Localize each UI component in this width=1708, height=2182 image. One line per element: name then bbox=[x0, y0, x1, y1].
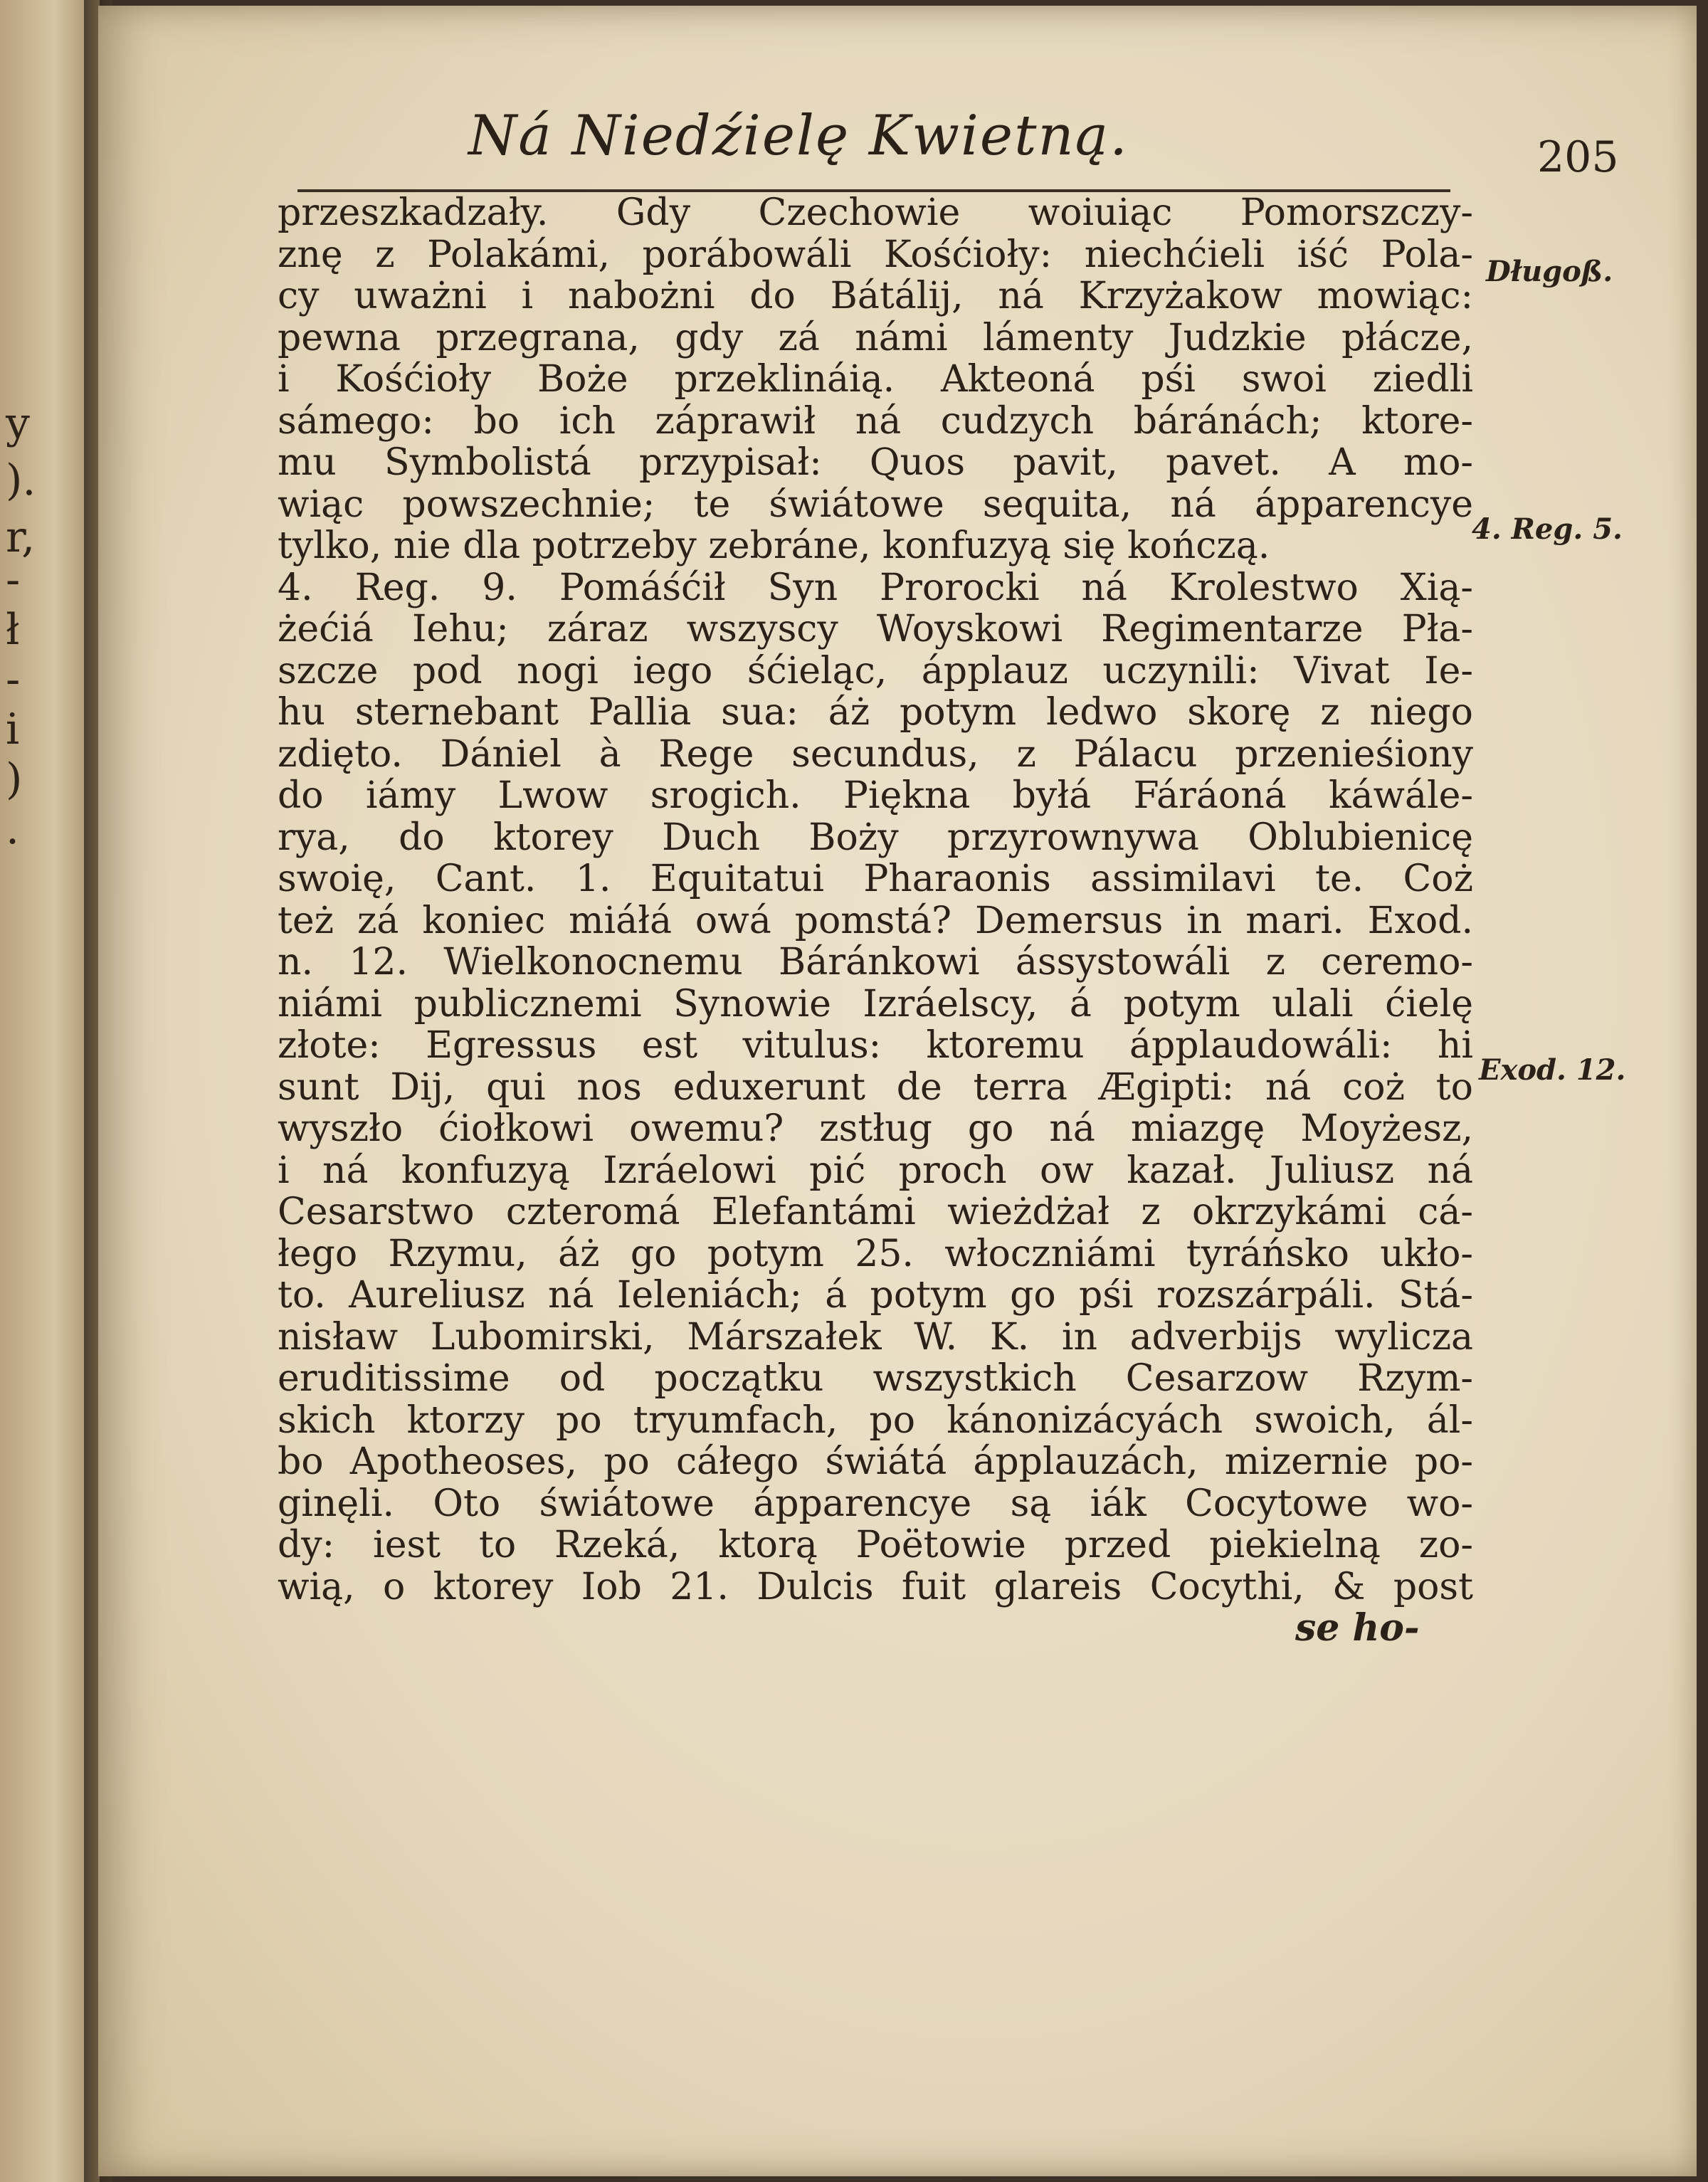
facing-page-fragment: ). bbox=[6, 455, 36, 505]
text-line: pewna przegrana, gdy zá námi lámenty Judzkie płácze, bbox=[278, 316, 1473, 359]
text-line: wyszło ćiołkowi owemu? zstług go ná miazgę Moyżesz, bbox=[278, 1107, 1473, 1150]
text-line: 4. Reg. 9. Pomáśćił Syn Prorocki ná Krolestwo Xią- bbox=[278, 566, 1473, 609]
page-number: 205 bbox=[1537, 132, 1619, 182]
text-line: ginęli. Oto świátowe ápparencye są iák Cocytowe wo- bbox=[278, 1482, 1473, 1525]
facing-page-fragment: r, bbox=[6, 512, 36, 562]
text-line: n. 12. Wielkonocnemu Báránkowi ássystowáli z ceremo- bbox=[278, 941, 1473, 984]
text-line: też zá koniec miáłá owá pomstá? Demersus in mari. Exod. bbox=[278, 899, 1473, 942]
text-line: do iámy Lwow srogich. Piękna byłá Fáráoná káwále- bbox=[278, 774, 1473, 817]
book-page bbox=[98, 6, 1697, 2176]
text-line: dy: iest to Rzeká, ktorą Poëtowie przed piekielną zo- bbox=[278, 1524, 1473, 1566]
text-line: i Kośćioły Boże przeklináią. Akteoná pśi swoi ziedli bbox=[278, 358, 1473, 401]
text-line: sunt Dij, qui nos eduxerunt de terra Ægipti: ná coż to bbox=[278, 1065, 1473, 1109]
text-line: żećiá Iehu; záraz wszyscy Woyskowi Regimentarze Pła- bbox=[278, 608, 1473, 650]
margin-note: Exod. 12. bbox=[1479, 1053, 1626, 1087]
text-line: mu Symbolistá przypisał: Quos pavit, pavet. A mo- bbox=[278, 441, 1473, 484]
text-line: łego Rzymu, áż go potym 25. włoczniámi tyráńsko ukło- bbox=[278, 1232, 1473, 1275]
margin-note: Długoß. bbox=[1486, 255, 1613, 288]
catchword: se ho- bbox=[1295, 1606, 1420, 1650]
text-line: sámego: bo ich záprawił ná cudzych báránách; ktore- bbox=[278, 399, 1473, 443]
facing-page-fragment: ) bbox=[6, 754, 23, 804]
text-line: to. Aureliusz ná Ieleniách; á potym go pśi rozszárpáli. Stá- bbox=[278, 1274, 1473, 1317]
text-line: eruditissime od początku wszystkich Cesarzow Rzym- bbox=[278, 1357, 1473, 1400]
text-line: szcze pod nogi iego śćieląc, ápplauz uczynili: Vivat Ie- bbox=[278, 649, 1473, 692]
facing-page-fragment: - bbox=[6, 555, 21, 605]
margin-note: 4. Reg. 5. bbox=[1472, 512, 1623, 546]
facing-page-fragment: . bbox=[6, 804, 20, 854]
text-line: zdięto. Dániel à Rege secundus, z Pálacu przenieśiony bbox=[278, 732, 1473, 776]
running-head: Ná Niedźielę Kwietną. bbox=[468, 104, 1129, 168]
body-text bbox=[278, 192, 1473, 1650]
text-line: cy uważni i nabożni do Bátálij, ná Krzyżakow mowiąc: bbox=[278, 275, 1473, 317]
text-line: Cesarstwo czteromá Elefantámi wieżdżał z okrzykámi cá- bbox=[278, 1191, 1473, 1233]
text-line: znę z Polakámi, porábowáli Kośćioły: niechćieli iść Pola- bbox=[278, 233, 1473, 276]
text-line: bo Apotheoses, po cáłego świátá ápplauzách, mizernie po- bbox=[278, 1440, 1473, 1483]
text-line: nisław Lubomirski, Márszałek W. K. in adverbijs wylicza bbox=[278, 1315, 1473, 1359]
text-line: swoię, Cant. 1. Equitatui Pharaonis assimilavi te. Coż bbox=[278, 858, 1473, 900]
text-line: niámi publicznemi Synowie Izráelscy, á potym ulali ćielę bbox=[278, 982, 1473, 1026]
text-line: i ná konfuzyą Izráelowi pić proch ow kazał. Juliusz ná bbox=[278, 1149, 1473, 1192]
facing-page-fragment: y bbox=[6, 399, 30, 448]
text-line: złote: Egressus est vitulus: ktoremu ápplaudowáli: hi bbox=[278, 1024, 1473, 1067]
facing-page-fragment: i bbox=[6, 705, 20, 754]
facing-page-fragment: - bbox=[6, 655, 21, 705]
text-line: wią, o ktorey Iob 21. Dulcis fuit glareis Cocythi, & post bbox=[278, 1565, 1473, 1608]
facing-page-fragment: ł bbox=[6, 605, 20, 655]
text-line: skich ktorzy po tryumfach, po kánonizácyách swoich, ál- bbox=[278, 1398, 1473, 1442]
text-line: hu sternebant Pallia sua: áż potym ledwo skorę z niego bbox=[278, 691, 1473, 734]
text-line: wiąc powszechnie; te świátowe sequita, ná ápparencye bbox=[278, 483, 1473, 526]
text-line: przeszkadzały. Gdy Czechowie woiuiąc Pomorszczy- bbox=[278, 191, 1473, 234]
text-line: rya, do ktorey Duch Boży przyrownywa Oblubienicę bbox=[278, 816, 1473, 859]
text-line: tylko, nie dla potrzeby zebráne, konfuzyą się kończą. bbox=[278, 525, 1270, 567]
